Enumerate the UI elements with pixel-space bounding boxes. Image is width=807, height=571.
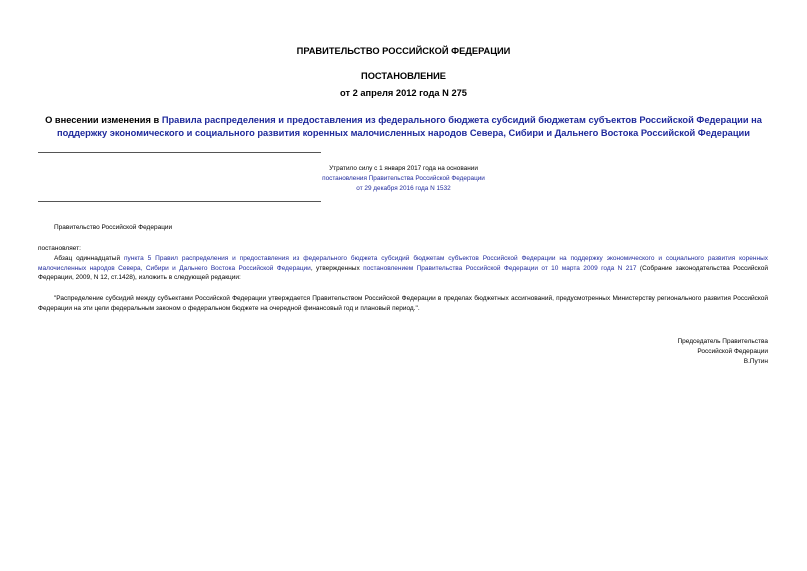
paragraph-new-wording: "Распределение субсидий между субъектами Российской Федерации утверждается Правительством Российской Федерации в пределах бюджетных ассигнований, предусмотренных Министерству регионального развития Российской Федерации на эти цели федеральным законом о федеральном бюджете на очередной финансовый год и плановый период.". (38, 295, 768, 312)
resolution-217-link[interactable]: постановлением Правительства Российской Федерации от 10 марта 2009 года N 217 (363, 264, 637, 272)
title-prefix: О внесении изменения в (45, 115, 162, 125)
para1-suffix: (Собрание законодательства Российской Федерации, 2009, N 12, ст.1428), изложить в следующей редакции: (38, 264, 768, 282)
paragraph-amendment (38, 254, 768, 283)
government-heading: ПРАВИТЕЛЬСТВО РОССИЙСКОЙ ФЕДЕРАЦИИ (296, 46, 511, 56)
repeal-resolution-date-link[interactable]: от 29 декабря 2016 года N 1532 (356, 184, 451, 192)
divider-bottom (38, 201, 321, 202)
signature-block (677, 337, 768, 366)
para1-mid: , утвержденных (310, 264, 364, 272)
title-rules-link[interactable]: Правила распределения и предоставления из федерального бюджета субсидий бюджетам субъектов Российской Федерации на поддержку экономического и социального развития коренных малочисленных народов Севера, Сибири и Дальнего Востока Российской Федерации (57, 115, 762, 138)
divider-top (38, 152, 321, 153)
signature-country: Российской Федерации (697, 347, 768, 355)
signature-position: Председатель Правительства (677, 338, 768, 345)
para1-prefix: Абзац одиннадцатый (54, 255, 124, 262)
resolves-text: постановляет: (38, 245, 81, 252)
status-line: Утратило силу с 1 января 2017 года на основании (329, 165, 478, 172)
status-note (300, 164, 507, 193)
signature-name: В.Путин (743, 357, 768, 365)
document-type-heading: ПОСТАНОВЛЕНИЕ (361, 71, 446, 81)
repeal-resolution-link[interactable]: постановления Правительства Российской Федерации (322, 174, 485, 182)
rules-item-link[interactable]: пункта 5 Правил распределения и предоставления из федерального бюджета субсидий бюджетам субъектов Российской Федерации на поддержку экономического и социального развития коренных малочисленных народов Севера, Сибири и Дальнего Востока Российской Федерации (38, 255, 769, 272)
government-text: Правительство Российской Федерации (54, 224, 173, 231)
document-title (40, 114, 767, 140)
date-number-heading: от 2 апреля 2012 года N 275 (340, 88, 467, 98)
